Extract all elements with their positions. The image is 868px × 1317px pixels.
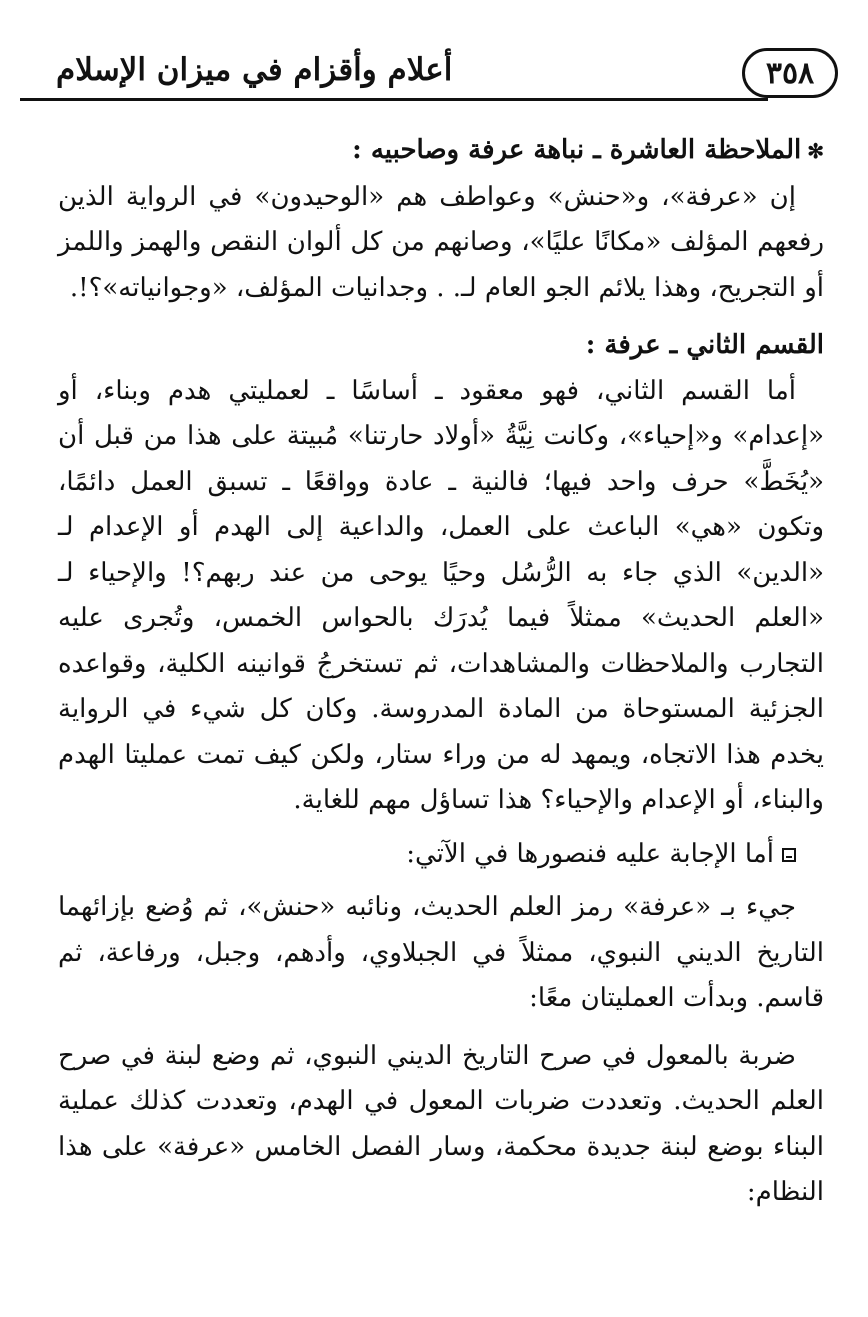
page-number: ٣٥٨ [742, 48, 838, 98]
answer-intro-text: أما الإجابة عليه فنصورها في الآتي: [406, 838, 774, 869]
section-paragraph: أما القسم الثاني، فهو معقود ـ أساسًا ـ لعمليتي هدم وبناء، أو «إعدام» و«إحياء»، وكانت نِيَّةُ «أولاد حارتنا» مُبيتة على هذا من قبل أن «يُخَطَّ» حرف واحد فيها؛ فالنية ـ عادة وواقعًا ـ تسبق العمل دائمًا، وتكون «هي» الباعث على العمل، والداعية إلى الهدم أو الإعدام لـ «الدين» الذي جاء به الرُّسُل وحيًا يوحى من عند ربهم؟! والإحياء لـ «العلم الحديث» ممثلاً فيما يُدرَك بالحواس الخمس، وتُجرى عليه التجارب والملاحظات والمشاهدات، ثم تستخرجُ قوانينه الكلية، وقواعده الجزئية المستوحاة من المادة المدروسة. وكان كل شيء في الرواية يخدم هذا الاتجاه، ويمهد له من وراء ستار، ولكن كيف تمت عمليتا الهدم والبناء، أو الإعدام والإحياء؟ هذا تساؤل مهم للغاية. [58, 375, 824, 815]
box-bullet-icon [782, 848, 796, 862]
book-title: أعلام وأقزام في ميزان الإسلام [56, 52, 453, 88]
page-body [58, 128, 824, 1216]
page-header [20, 40, 838, 110]
note-paragraph: إن «عرفة»، و«حنش» وعواطف هم «الوحيدون» في الرواية الذين رفعهم المؤلف «مكانًا عليًا»، وصانهم من كل ألوان النقص والهمز واللمز أو التجريح، وهذا يلائم الجو العام لـ. . وجدانيات المؤلف، «وجوانياته»؟!. [58, 181, 824, 303]
asterisk-icon: ✻ [807, 139, 824, 163]
header-rule [20, 98, 768, 101]
answer-intro [58, 832, 824, 878]
note-heading-text: الملاحظة العاشرة ـ نباهة عرفة وصاحبيه : [352, 135, 802, 165]
section-heading: القسم الثاني ـ عرفة : [585, 330, 824, 360]
note-heading [58, 128, 824, 175]
paragraph-4: ضربة بالمعول في صرح التاريخ الديني النبوي، ثم وضع لبنة في صرح العلم الحديث. وتعددت ضربات المعول في الهدم، وتعددت كذلك عملية البناء بوضع لبنة جديدة محكمة، وسار الفصل الخامس «عرفة» على هذا النظام: [58, 1040, 824, 1207]
paragraph-3: جيء بـ «عرفة» رمز العلم الحديث، ونائبه «حنش»، ثم وُضع بإزائهما التاريخ الديني النبوي، ممثلاً في الجبلاوي، وأدهم، وجبل، ورفاعة، ثم قاسم. وبدأت العمليتان معًا: [58, 892, 824, 1013]
